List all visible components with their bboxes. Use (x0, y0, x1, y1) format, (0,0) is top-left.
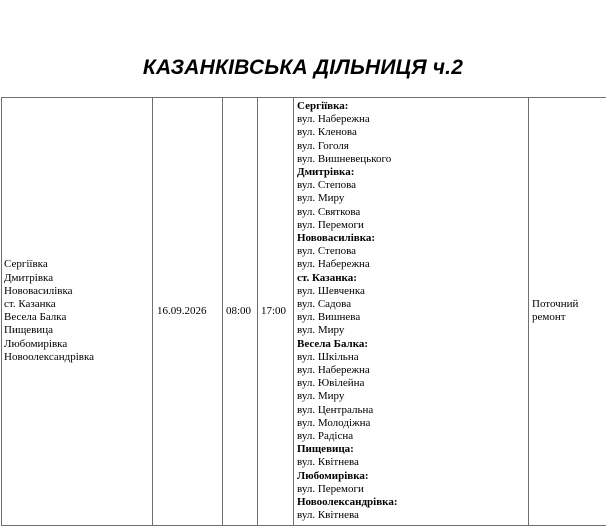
street-name: вул. Ювілейна (297, 377, 365, 390)
settlement-name: Любомирівка (4, 337, 68, 350)
settlement-name: ст. Казанка (4, 298, 56, 311)
street-name: вул. Радісна (297, 430, 354, 443)
street-name: вул. Миру (297, 390, 345, 403)
settlement-name: Пищевица (4, 324, 54, 337)
street-name: вул. Перемоги (297, 218, 364, 231)
street-name: вул. Набережна (297, 258, 370, 271)
settlement-name: Новоолександрівка (4, 350, 95, 363)
street-name: вул. Миру (297, 324, 345, 337)
street-name: вул. Вишневецького (297, 152, 392, 165)
settlement-group-heading: Нововасилівка: (297, 232, 376, 245)
street-name: вул. Кленова (297, 126, 357, 139)
settlement-group-heading: ст. Казанка: (297, 271, 357, 284)
street-name: вул. Шкільна (297, 350, 359, 363)
end-time-cell: 17:00 (258, 98, 294, 526)
street-name: вул. Молодіжна (297, 416, 371, 429)
settlement-group-heading: Сергіївка: (297, 100, 349, 112)
street-name: вул. Степова (297, 245, 357, 258)
street-name: вул. Квітнева (297, 456, 359, 469)
street-name: вул. Садова (297, 298, 352, 311)
work-type-cell (529, 98, 606, 526)
start-time-cell: 08:00 (223, 98, 258, 526)
street-name: вул. Набережна (297, 113, 370, 126)
work-type (532, 298, 606, 324)
settlement-name: Весела Балка (4, 311, 67, 324)
settlements-list (4, 258, 150, 364)
settlement-group-heading: Новоолександрівка: (297, 496, 398, 509)
page-title: КАЗАНКІВСЬКА ДІЛЬНИЦЯ ч.2 (142, 56, 464, 79)
street-name: вул. Центральна (297, 403, 374, 416)
date-cell: 16.09.2026 (153, 98, 223, 526)
street-name: вул. Перемоги (297, 482, 364, 495)
settlement-group-heading: Любомирівка: (297, 469, 369, 482)
table-row (2, 98, 606, 526)
settlement-group-heading: Дмитрівка: (297, 166, 355, 179)
work-type-text: ремонт (532, 311, 566, 324)
streets-list (297, 100, 526, 523)
settlement-name: Нововасилівка (4, 284, 73, 297)
streets-cell (294, 98, 529, 526)
street-name: вул. Вишнева (297, 311, 361, 324)
work-type-text: Поточний (532, 298, 579, 311)
street-name: вул. Степова (297, 179, 357, 192)
street-name: вул. Набережна (297, 364, 370, 377)
settlement-name: Дмитрівка (4, 271, 54, 284)
street-name: вул. Гоголя (297, 139, 349, 152)
settlements-cell (2, 98, 153, 526)
street-name: вул. Шевченка (297, 284, 365, 297)
street-name: вул. Квітнева (297, 509, 359, 522)
street-name: вул. Миру (297, 192, 345, 205)
settlement-group-heading: Пищевица: (297, 443, 354, 456)
street-name: вул. Святкова (297, 205, 361, 218)
outage-schedule-table (1, 97, 606, 526)
settlement-group-heading: Весела Балка: (297, 337, 369, 350)
settlement-name: Сергіївка (4, 258, 48, 271)
